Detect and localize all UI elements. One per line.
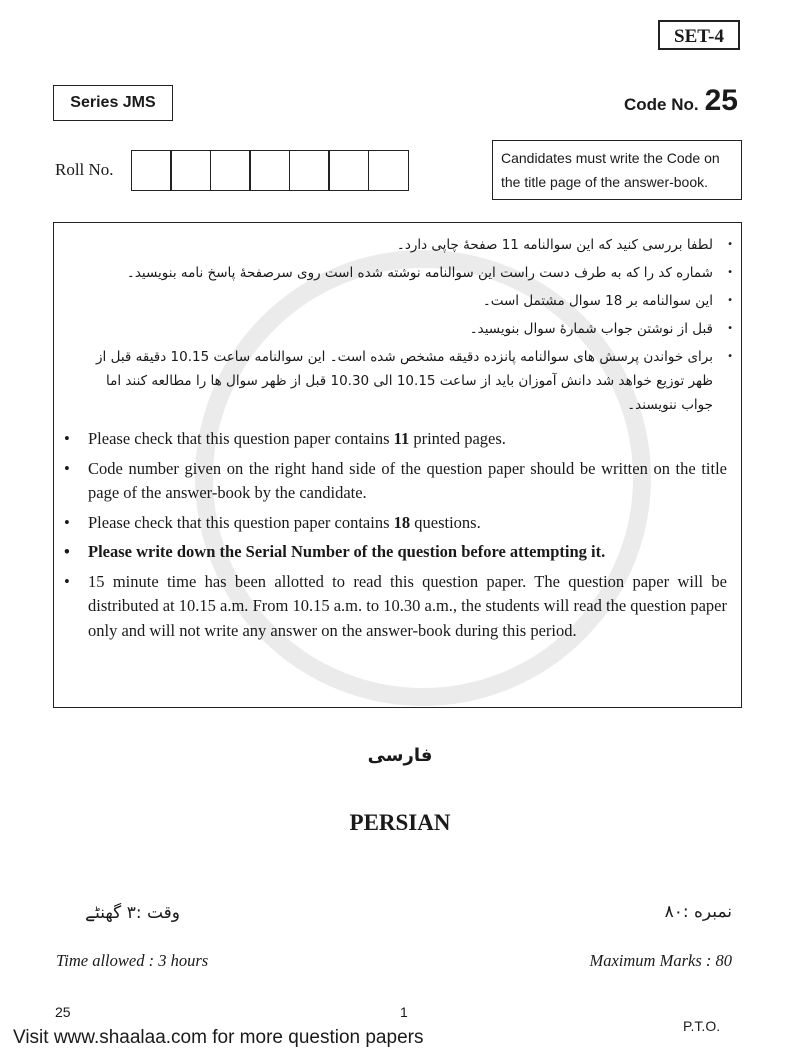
marks-persian: نمبره :۸۰ bbox=[664, 902, 732, 922]
persian-instruction: لطفا بررسی کنید که این سوالنامه 11 صفحهٔ چاپی دارد۔ • bbox=[88, 233, 713, 257]
code-number bbox=[624, 84, 738, 118]
visit-link[interactable]: Visit www.shaalaa.com for more question papers bbox=[13, 1027, 424, 1048]
english-instruction: • 15 minute time has been allotted to read this question paper. The question paper will be distributed at 10.15 a.m. From 10.15 a.m. to 10.30 a.m., the students will read the question paper only and will not write any answer on the answer-book during this period. bbox=[88, 570, 727, 644]
time-persian: وقت :۳ گھنٹے bbox=[85, 903, 180, 923]
code-value: 25 bbox=[704, 84, 738, 117]
persian-instruction: این سوالنامه بر 18 سوال مشتمل است۔ • bbox=[88, 289, 713, 313]
instructions-box bbox=[53, 222, 742, 708]
subject-persian: فارسی bbox=[367, 745, 433, 766]
code-label: Code No. bbox=[624, 95, 699, 114]
paper-code-footer: 25 bbox=[55, 1004, 71, 1020]
roll-number-boxes[interactable] bbox=[132, 150, 409, 191]
persian-instruction: برای خواندن پرسش های سوالنامه پانزده دقیقه مشخص شده است۔ این سوالنامه ساعت 10.15 دقیقه قبل از ظهر توزیع خواهد شد دانش آموزان باید از ساعت 10.15 الی 10.30 قبل از ظهر سوال ها را مطالعه کنند اما جواب ننویسند۔ • bbox=[88, 345, 713, 417]
persian-instruction: قبل از نوشتن جواب شمارهٔ سوال بنویسید۔ • bbox=[88, 317, 713, 341]
roll-label: Roll No. bbox=[55, 160, 114, 179]
english-instruction: • Please check that this question paper contains 18 questions. bbox=[88, 511, 727, 536]
pto-label: P.T.O. bbox=[683, 1018, 721, 1034]
persian-instruction: شماره کد را که به طرف دست راست این سوالنامه نوشته شده است روی سرصفحهٔ پاسخ نامه بنویسید۔ • bbox=[88, 261, 713, 285]
time-allowed: Time allowed : 3 hours bbox=[56, 951, 209, 970]
set-badge: SET-4 bbox=[658, 20, 740, 50]
english-instruction: • Please write down the Serial Number of the question before attempting it. bbox=[88, 540, 727, 565]
page-number: 1 bbox=[400, 1004, 408, 1020]
english-instruction: • Code number given on the right hand side of the question paper should be written on the title page of the answer-book by the candidate. bbox=[88, 457, 727, 506]
persian-instructions bbox=[88, 233, 727, 417]
series-box: Series JMS bbox=[53, 85, 173, 121]
maximum-marks: Maximum Marks : 80 bbox=[589, 951, 732, 970]
english-instruction: • Please check that this question paper contains 11 printed pages. bbox=[88, 427, 727, 452]
subject-title: PERSIAN bbox=[349, 810, 451, 835]
candidates-note: Candidates must write the Code on the title page of the answer-book. bbox=[492, 140, 742, 200]
